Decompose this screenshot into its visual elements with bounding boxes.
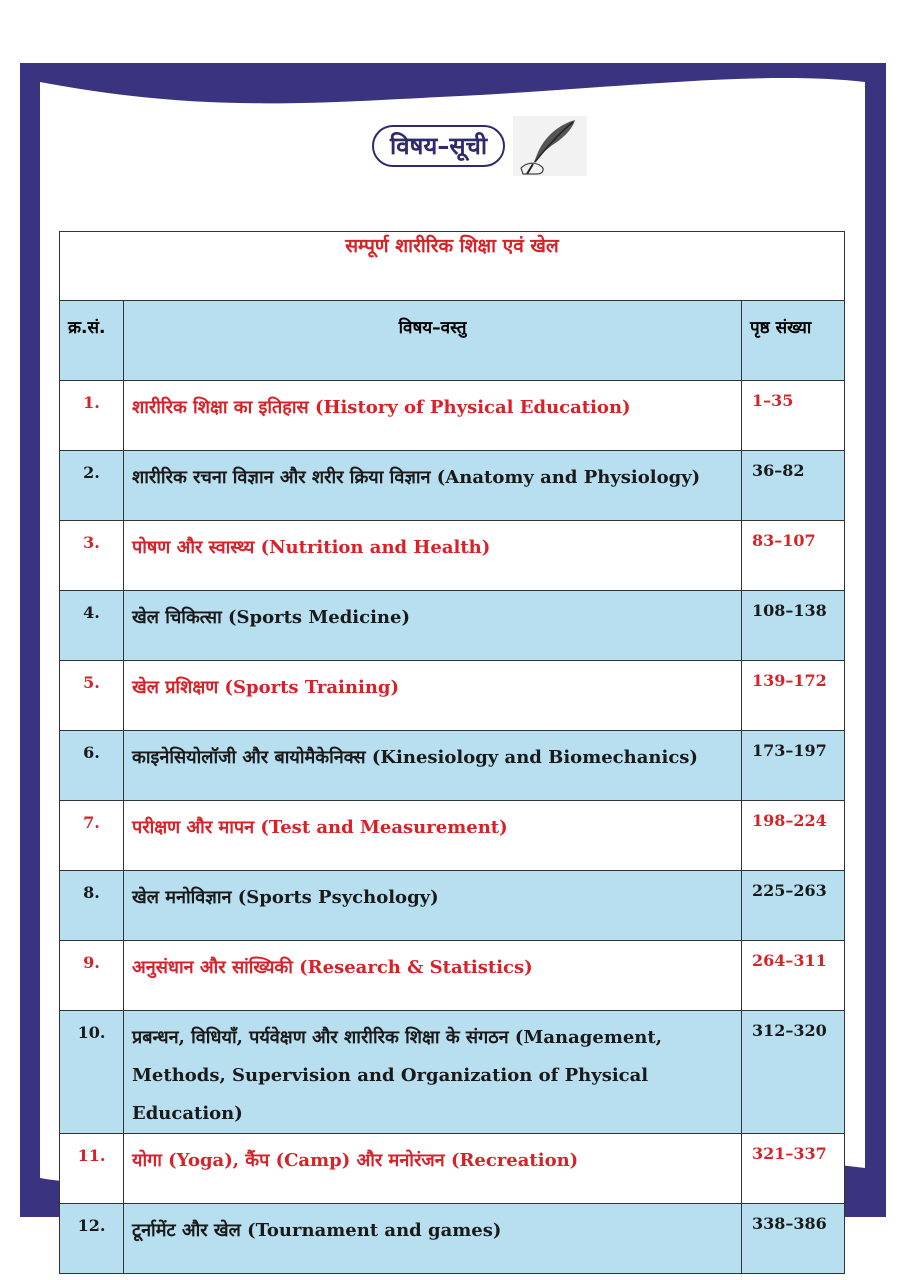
- row-topic: खेल चिकित्सा (Sports Medicine): [124, 591, 742, 661]
- row-topic: शारीरिक रचना विज्ञान और शरीर क्रिया विज्ञान (Anatomy and Physiology): [124, 451, 742, 521]
- row-serial: 5.: [60, 661, 124, 731]
- row-serial: 9.: [60, 941, 124, 1011]
- header-pages: पृष्ठ संख्या: [742, 301, 845, 381]
- table-title-cell: [60, 232, 845, 301]
- row-serial: 6.: [60, 731, 124, 801]
- table-row: [60, 451, 845, 521]
- header-topic: विषय–वस्तु: [124, 301, 742, 381]
- row-topic: प्रबन्धन, विधियाँ, पर्यवेक्षण और शारीरिक शिक्षा के संगठन (Management, Methods, Supervision and Organization of Physical Education): [124, 1011, 742, 1134]
- row-pages: 264–311: [742, 941, 845, 1011]
- table-row: [60, 591, 845, 661]
- row-pages: 108–138: [742, 591, 845, 661]
- row-topic: खेल प्रशिक्षण (Sports Training): [124, 661, 742, 731]
- heading-title: विषय–सूची: [372, 125, 505, 167]
- table-row: [60, 801, 845, 871]
- table-row: [60, 871, 845, 941]
- table-title: सम्पूर्ण शारीरिक शिक्षा एवं खेल: [345, 235, 559, 257]
- row-pages: 1–35: [742, 381, 845, 451]
- table-row: [60, 381, 845, 451]
- contents-heading: [372, 116, 587, 176]
- row-topic: परीक्षण और मापन (Test and Measurement): [124, 801, 742, 871]
- row-pages: 198–224: [742, 801, 845, 871]
- row-serial: 10.: [60, 1011, 124, 1134]
- row-topic: शारीरिक शिक्षा का इतिहास (History of Physical Education): [124, 381, 742, 451]
- table-row: [60, 521, 845, 591]
- row-topic: टूर्नामेंट और खेल (Tournament and games): [124, 1204, 742, 1274]
- table-title-row: [60, 232, 845, 301]
- row-serial: 8.: [60, 871, 124, 941]
- row-pages: 312–320: [742, 1011, 845, 1134]
- contents-table: [59, 231, 845, 1274]
- row-topic: खेल मनोविज्ञान (Sports Psychology): [124, 871, 742, 941]
- row-pages: 338–386: [742, 1204, 845, 1274]
- row-serial: 2.: [60, 451, 124, 521]
- row-topic: पोषण और स्वास्थ्य (Nutrition and Health): [124, 521, 742, 591]
- table-row: [60, 731, 845, 801]
- table-row: [60, 1204, 845, 1274]
- row-topic: अनुसंधान और सांख्यिकी (Research & Statistics): [124, 941, 742, 1011]
- row-serial: 11.: [60, 1134, 124, 1204]
- row-serial: 7.: [60, 801, 124, 871]
- row-pages: 173–197: [742, 731, 845, 801]
- row-serial: 3.: [60, 521, 124, 591]
- row-pages: 321–337: [742, 1134, 845, 1204]
- row-topic: काइनेसियोलॉजी और बायोमैकेनिक्स (Kinesiology and Biomechanics): [124, 731, 742, 801]
- row-pages: 139–172: [742, 661, 845, 731]
- row-pages: 83–107: [742, 521, 845, 591]
- row-serial: 1.: [60, 381, 124, 451]
- row-pages: 36–82: [742, 451, 845, 521]
- table-row: [60, 661, 845, 731]
- row-topic: योगा (Yoga), कैंप (Camp) और मनोरंजन (Recreation): [124, 1134, 742, 1204]
- table-row: [60, 1134, 845, 1204]
- row-serial: 12.: [60, 1204, 124, 1274]
- table-row: [60, 941, 845, 1011]
- table-header-row: [60, 301, 845, 381]
- header-serial: क्र.सं.: [60, 301, 124, 381]
- row-pages: 225–263: [742, 871, 845, 941]
- quill-pen-icon: [513, 116, 587, 176]
- row-serial: 4.: [60, 591, 124, 661]
- table-row: [60, 1011, 845, 1134]
